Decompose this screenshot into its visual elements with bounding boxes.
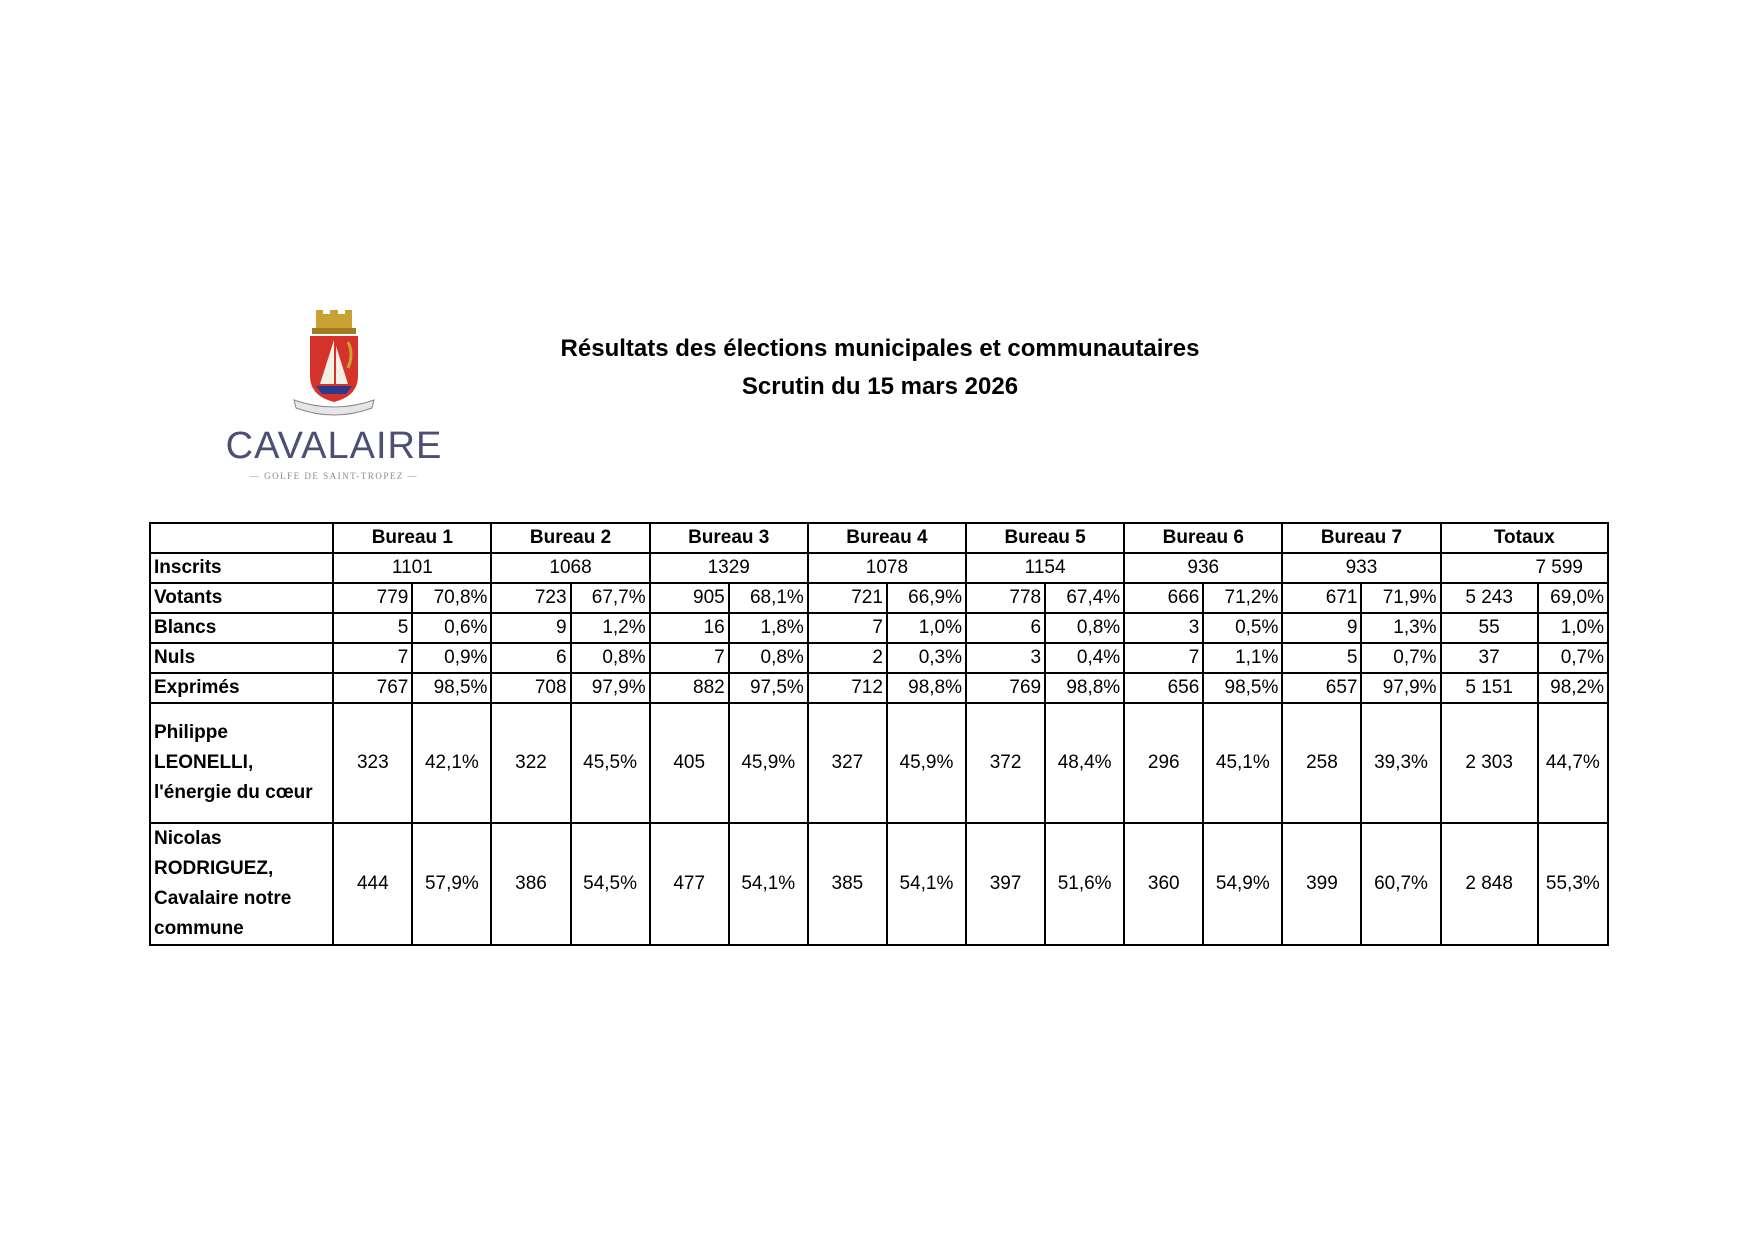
table-cell: 37 bbox=[1441, 643, 1538, 673]
candidate-label-line: LEONELLI, bbox=[154, 752, 254, 773]
table-cell: 42,1% bbox=[412, 703, 491, 823]
header-bureau: Bureau 6 bbox=[1124, 523, 1282, 553]
table-cell: 48,4% bbox=[1045, 703, 1124, 823]
table-cell: 44,7% bbox=[1538, 703, 1608, 823]
row-label: Nuls bbox=[150, 643, 333, 673]
table-cell: 1101 bbox=[333, 553, 491, 583]
table-cell: 54,1% bbox=[729, 823, 808, 945]
table-cell: 71,9% bbox=[1361, 583, 1440, 613]
table-cell: 54,1% bbox=[887, 823, 966, 945]
table-cell: 322 bbox=[491, 703, 570, 823]
table-cell: 671 bbox=[1282, 583, 1361, 613]
table-cell: 444 bbox=[333, 823, 412, 945]
city-crest-icon bbox=[286, 310, 382, 420]
candidate-row bbox=[150, 823, 1608, 945]
table-cell: 9 bbox=[1282, 613, 1361, 643]
table-cell: 54,9% bbox=[1203, 823, 1282, 945]
table-cell: 0,8% bbox=[571, 643, 650, 673]
table-cell: 0,4% bbox=[1045, 643, 1124, 673]
table-cell: 45,9% bbox=[887, 703, 966, 823]
table-cell: 54,5% bbox=[571, 823, 650, 945]
table-cell: 0,7% bbox=[1361, 643, 1440, 673]
header-row bbox=[150, 523, 1608, 553]
table-cell: 712 bbox=[808, 673, 887, 703]
table-cell: 1329 bbox=[650, 553, 808, 583]
table-cell: 45,5% bbox=[571, 703, 650, 823]
table-cell: 0,3% bbox=[887, 643, 966, 673]
header-totaux: Totaux bbox=[1441, 523, 1608, 553]
table-cell: 7 bbox=[333, 643, 412, 673]
table-cell: 6 bbox=[491, 643, 570, 673]
table-cell: 258 bbox=[1282, 703, 1361, 823]
table-cell: 0,5% bbox=[1203, 613, 1282, 643]
table-cell: 933 bbox=[1282, 553, 1440, 583]
candidate-label-line: Nicolas bbox=[154, 828, 222, 849]
table-cell: 6 bbox=[966, 613, 1045, 643]
table-cell: 3 bbox=[966, 643, 1045, 673]
table-cell: 5 bbox=[333, 613, 412, 643]
table-cell: 882 bbox=[650, 673, 729, 703]
table-cell: 0,6% bbox=[412, 613, 491, 643]
table-cell: 57,9% bbox=[412, 823, 491, 945]
header-empty bbox=[150, 523, 333, 553]
table-cell: 656 bbox=[1124, 673, 1203, 703]
page-title bbox=[430, 330, 1330, 406]
candidate-label-line: Cavalaire notre bbox=[154, 888, 292, 909]
logo-tagline: — GOLFE DE SAINT-TROPEZ — bbox=[249, 471, 419, 481]
table-cell: 7 bbox=[650, 643, 729, 673]
table-cell: 1078 bbox=[808, 553, 966, 583]
table-cell: 405 bbox=[650, 703, 729, 823]
table-cell: 723 bbox=[491, 583, 570, 613]
table-cell: 2 848 bbox=[1441, 823, 1538, 945]
table-cell: 45,9% bbox=[729, 703, 808, 823]
table-cell: 3 bbox=[1124, 613, 1203, 643]
table-cell: 1,0% bbox=[1538, 613, 1608, 643]
table-row bbox=[150, 553, 1608, 583]
table-cell: 68,1% bbox=[729, 583, 808, 613]
header-bureau: Bureau 5 bbox=[966, 523, 1124, 553]
table-cell: 5 151 bbox=[1441, 673, 1538, 703]
table-row bbox=[150, 673, 1608, 703]
table-cell: 323 bbox=[333, 703, 412, 823]
table-cell: 98,5% bbox=[1203, 673, 1282, 703]
title-line-2: Scrutin du 15 mars 2026 bbox=[741, 373, 1019, 400]
title-line-1: Résultats des élections municipales et communautaires bbox=[560, 335, 1200, 362]
table-cell: 97,9% bbox=[1361, 673, 1440, 703]
table-cell: 1,0% bbox=[887, 613, 966, 643]
table-cell: 769 bbox=[966, 673, 1045, 703]
header-bureau: Bureau 7 bbox=[1282, 523, 1440, 553]
row-label: Blancs bbox=[150, 613, 333, 643]
table-cell: 9 bbox=[491, 613, 570, 643]
header-bureau: Bureau 3 bbox=[650, 523, 808, 553]
results-table bbox=[149, 522, 1609, 946]
table-cell: 386 bbox=[491, 823, 570, 945]
table-cell: 1,8% bbox=[729, 613, 808, 643]
table-cell: 2 303 bbox=[1441, 703, 1538, 823]
table-cell: 477 bbox=[650, 823, 729, 945]
table-cell: 5 bbox=[1282, 643, 1361, 673]
table-cell: 372 bbox=[966, 703, 1045, 823]
candidate-row bbox=[150, 703, 1608, 823]
candidate-label-line: RODRIGUEZ, bbox=[154, 858, 274, 879]
table-row bbox=[150, 583, 1608, 613]
header-bureau: Bureau 2 bbox=[491, 523, 649, 553]
table-cell: 936 bbox=[1124, 553, 1282, 583]
candidate-label-line: l'énergie du cœur bbox=[154, 782, 313, 803]
table-cell: 1,2% bbox=[571, 613, 650, 643]
table-cell: 397 bbox=[966, 823, 1045, 945]
candidate-label-line: commune bbox=[154, 918, 244, 939]
table-cell: 708 bbox=[491, 673, 570, 703]
table-cell: 45,1% bbox=[1203, 703, 1282, 823]
table-cell: 55,3% bbox=[1538, 823, 1608, 945]
cavalaire-logo bbox=[218, 310, 450, 485]
table-cell: 98,5% bbox=[412, 673, 491, 703]
table-cell: 51,6% bbox=[1045, 823, 1124, 945]
table-cell: 296 bbox=[1124, 703, 1203, 823]
table-cell: 1068 bbox=[491, 553, 649, 583]
table-cell: 399 bbox=[1282, 823, 1361, 945]
table-cell: 67,4% bbox=[1045, 583, 1124, 613]
table-cell: 767 bbox=[333, 673, 412, 703]
table-cell: 1154 bbox=[966, 553, 1124, 583]
candidate-label bbox=[150, 823, 333, 945]
table-cell: 905 bbox=[650, 583, 729, 613]
table-cell: 2 bbox=[808, 643, 887, 673]
row-label: Exprimés bbox=[150, 673, 333, 703]
table-cell: 666 bbox=[1124, 583, 1203, 613]
header-bureau: Bureau 4 bbox=[808, 523, 966, 553]
table-cell: 1,1% bbox=[1203, 643, 1282, 673]
table-cell: 98,8% bbox=[887, 673, 966, 703]
candidate-label bbox=[150, 703, 333, 823]
table-cell: 98,2% bbox=[1538, 673, 1608, 703]
table-cell: 385 bbox=[808, 823, 887, 945]
table-cell: 39,3% bbox=[1361, 703, 1440, 823]
table-cell: 327 bbox=[808, 703, 887, 823]
table-cell: 67,7% bbox=[571, 583, 650, 613]
row-label: Votants bbox=[150, 583, 333, 613]
table-cell: 70,8% bbox=[412, 583, 491, 613]
table-cell: 778 bbox=[966, 583, 1045, 613]
table-cell: 55 bbox=[1441, 613, 1538, 643]
table-cell: 657 bbox=[1282, 673, 1361, 703]
table-cell: 0,9% bbox=[412, 643, 491, 673]
table-cell: 98,8% bbox=[1045, 673, 1124, 703]
candidate-label-line: Philippe bbox=[154, 722, 228, 743]
logo-name: CAVALAIRE bbox=[225, 425, 443, 467]
table-cell: 97,9% bbox=[571, 673, 650, 703]
table-cell: 0,8% bbox=[1045, 613, 1124, 643]
table-cell: 97,5% bbox=[729, 673, 808, 703]
table-cell: 7 599 bbox=[1441, 553, 1608, 583]
table-cell: 779 bbox=[333, 583, 412, 613]
table-cell: 60,7% bbox=[1361, 823, 1440, 945]
table-cell: 0,8% bbox=[729, 643, 808, 673]
row-label: Inscrits bbox=[150, 553, 333, 583]
table-cell: 71,2% bbox=[1203, 583, 1282, 613]
table-cell: 5 243 bbox=[1441, 583, 1538, 613]
table-row bbox=[150, 643, 1608, 673]
table-cell: 7 bbox=[808, 613, 887, 643]
table-cell: 69,0% bbox=[1538, 583, 1608, 613]
table-cell: 66,9% bbox=[887, 583, 966, 613]
table-cell: 721 bbox=[808, 583, 887, 613]
table-cell: 16 bbox=[650, 613, 729, 643]
table-row bbox=[150, 613, 1608, 643]
table-cell: 1,3% bbox=[1361, 613, 1440, 643]
table-cell: 0,7% bbox=[1538, 643, 1608, 673]
header-bureau: Bureau 1 bbox=[333, 523, 491, 553]
table-cell: 7 bbox=[1124, 643, 1203, 673]
table-cell: 360 bbox=[1124, 823, 1203, 945]
